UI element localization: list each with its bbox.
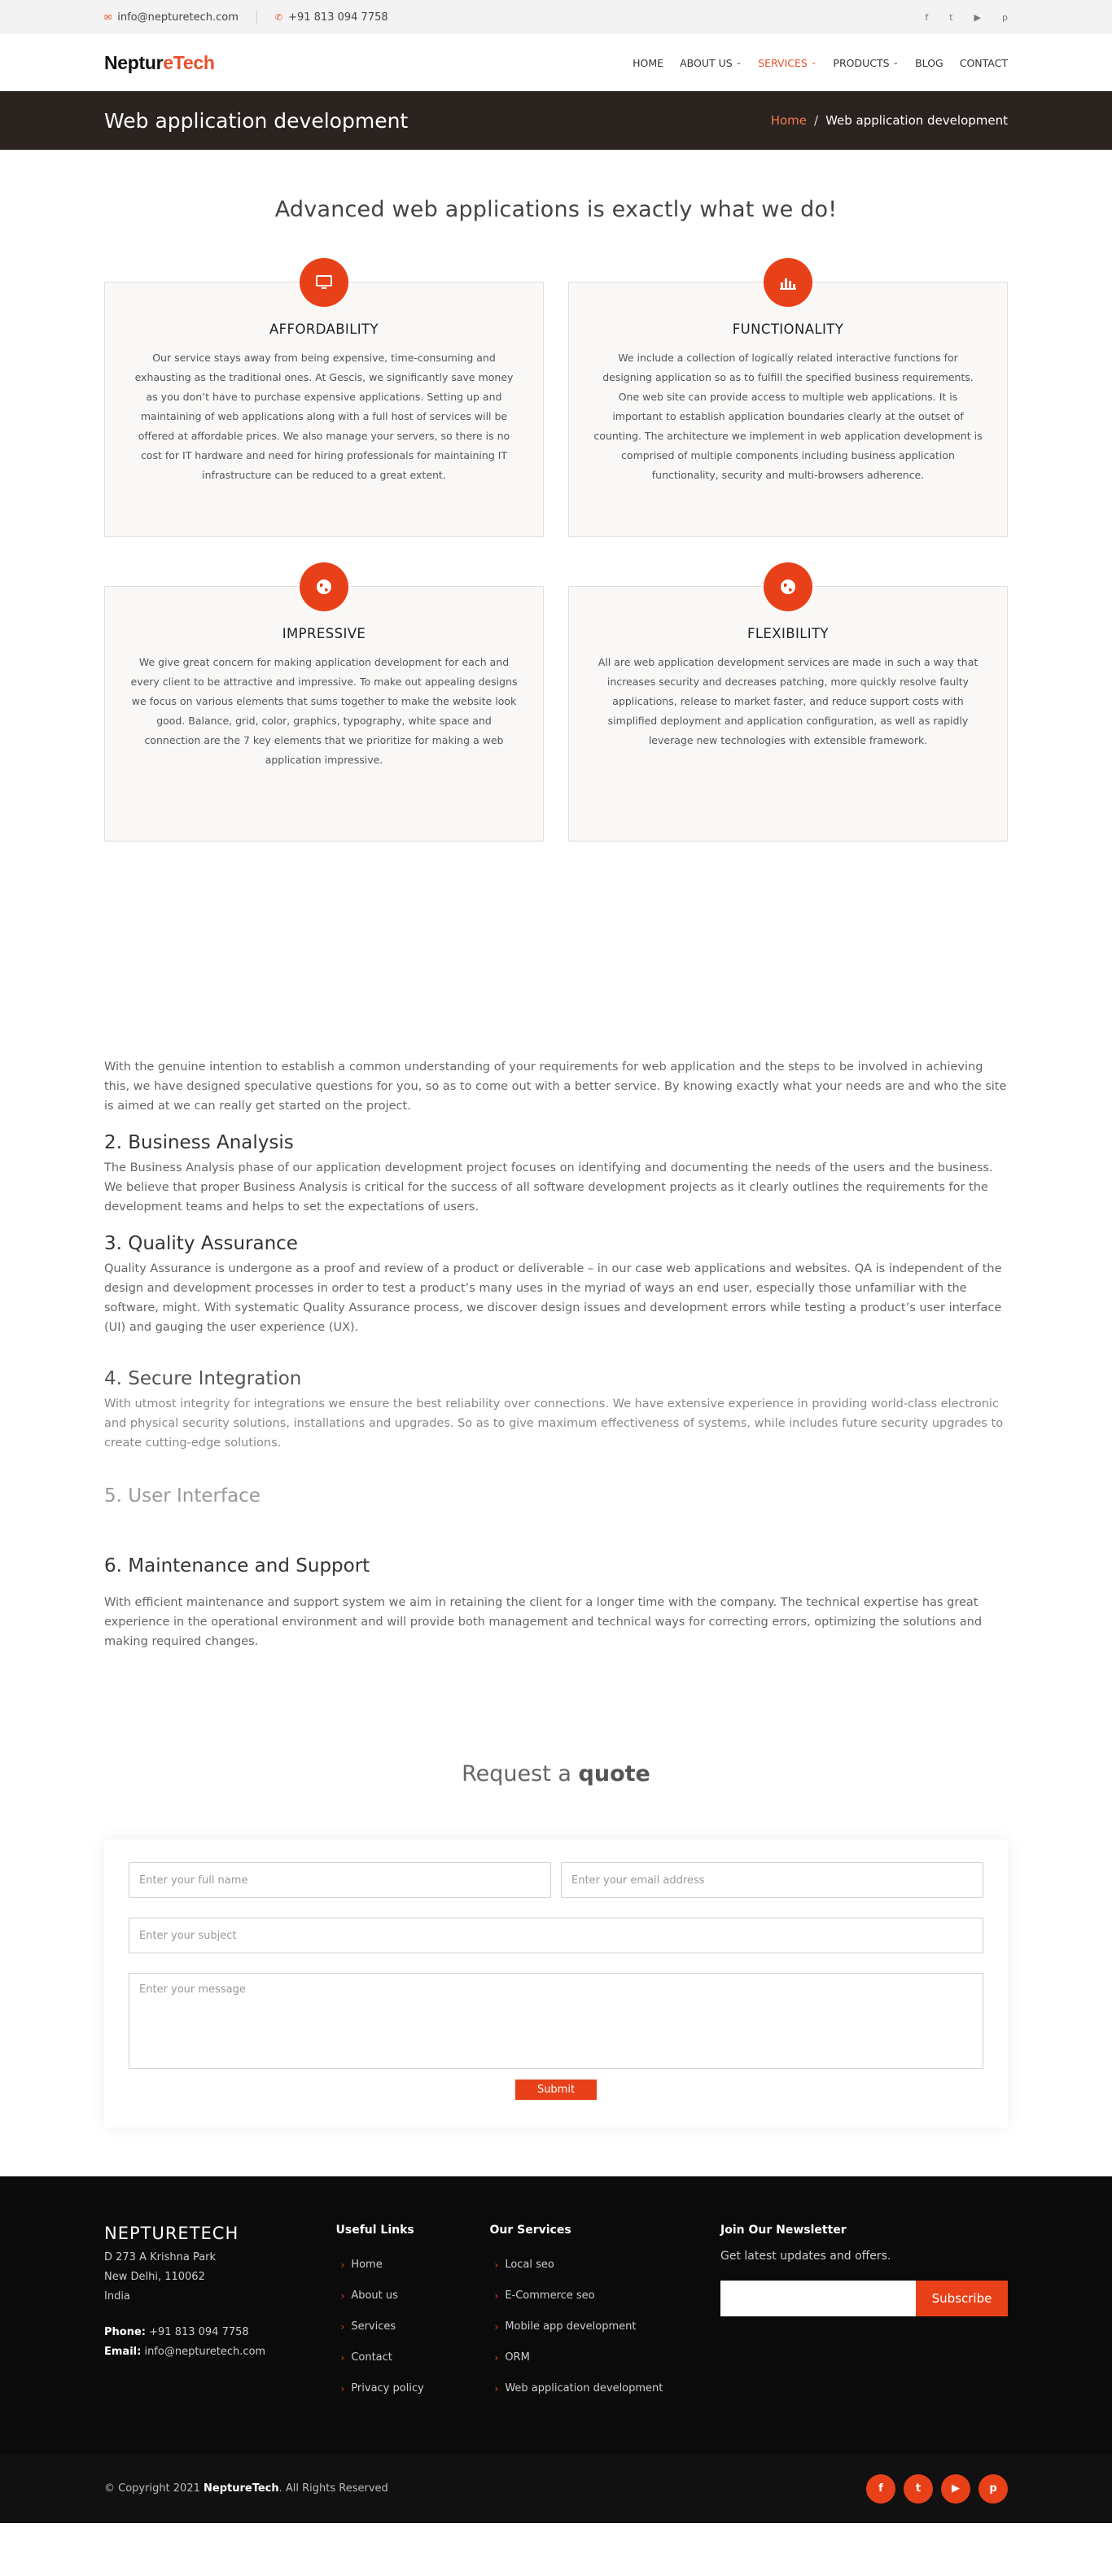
services-heading: Our Services [489, 2224, 571, 2237]
copyright-prefix: © Copyright 2021 [104, 2482, 200, 2495]
nav-home[interactable] [633, 57, 663, 69]
features-heading: Advanced web applications is exactly what we do! [274, 197, 838, 222]
logo-accent: eTech [163, 51, 215, 73]
section-text-business-analysis: The Business Analysis phase of our application development project focuses on identifying and documenting the needs of the users and the business. We believe that proper Business Analysis is critical for the success of all software development projects as it clearly outlines the requirements for the development teams and helps to set the expectations of users. [104, 1161, 993, 1214]
section-heading-user-interface: 5. User Interface [104, 1485, 260, 1507]
footer-link-label[interactable]: About us [351, 2290, 398, 2302]
feature-text: We give great concern for making application development for each and every client to be attractive and impressive. To make out appealing designs we focus on various elements that sums together to make the website look good. Balance, grid, color, graphics, typography, white space and connection are the 7 key elements that we prioritize for making a web application impressive. [130, 656, 518, 766]
footer-link[interactable] [336, 2281, 490, 2311]
top-bar [0, 0, 1112, 34]
feature-text: We include a collection of logically related interactive functions for designing application so as to fulfill the specified business requirements. One web site can provide access to multiple web applications. It is important to establish application boundaries clearly at the outset of counting. The architecture we implement in web application development is comprised of multiple components including business application functionality, security and multi-browsers adherence. [593, 352, 983, 481]
footer-service-label[interactable]: E-Commerce seo [505, 2290, 595, 2302]
phone-label: Phone: [104, 2326, 146, 2338]
chevron-right-icon: › [494, 2383, 499, 2394]
chevron-right-icon: › [494, 2321, 499, 2333]
nav-products[interactable] [833, 57, 899, 69]
features-grid [104, 282, 1008, 842]
section-text-secure-integration: With utmost integrity for integrations we ensure the best reliability over connections. We have extensive experience in providing world-class electronic and physical security solutions, installations and upgrades. So as to give maximum effectiveness of systems, while includes future security upgrades to create cutting-edge solutions. [104, 1397, 1004, 1450]
footer-link-label[interactable]: Contact [351, 2351, 392, 2364]
facebook-icon[interactable]: f [925, 11, 929, 23]
footer-address [104, 2248, 336, 2307]
useful-links-heading: Useful Links [335, 2224, 414, 2237]
breadcrumb-current: Web application development [825, 113, 1008, 128]
subject-input[interactable] [129, 1918, 983, 1953]
nav-contact[interactable] [960, 57, 1008, 69]
site-logo[interactable] [104, 52, 215, 74]
breadcrumb-separator: / [814, 113, 819, 128]
section-text-maintenance: With efficient maintenance and support system we aim in retaining the client for a longer time with the company. The technical expertise has great experience in the operational environment and will provide both management and technical ways for correcting errors, optimizing the solutions and making required changes. [104, 1596, 983, 1648]
feature-text: Our service stays away from being expensive, time-consuming and exhausting as the traditional ones. At Gescis, we significantly save money as you don’t have to purchase expensive applications. Setting up and maintaining of web applications along with a full host of services will be offered at affordable prices. We also manage your servers, so there is no cost for IT hardware and need for hiring professionals for maintaining IT infrastructure can be reduced to a great extent. [134, 352, 514, 481]
feature-title: FLEXIBILITY [746, 626, 830, 641]
pinterest-icon[interactable]: p [978, 2474, 1008, 2504]
newsletter-heading: Join Our Newsletter [720, 2224, 847, 2237]
page-banner [0, 91, 1112, 150]
address-line: India [104, 2290, 130, 2303]
newsletter-text: Get latest updates and offers. [720, 2250, 891, 2263]
section-heading-business-analysis: 2. Business Analysis [104, 1132, 294, 1153]
quote-heading [104, 1761, 1008, 1787]
quote-heading-prefix: Request a [462, 1761, 571, 1787]
footer-phone [104, 2323, 336, 2342]
phone-icon: ✆ [274, 11, 283, 23]
email-label: Email: [104, 2346, 142, 2358]
footer-services [490, 2224, 721, 2404]
feature-card-flexibility [568, 586, 1008, 842]
youtube-icon[interactable]: ▶ [974, 11, 982, 23]
chevron-right-icon: › [340, 2321, 345, 2333]
chevron-right-icon: › [494, 2259, 499, 2271]
pinterest-icon[interactable]: p [1002, 11, 1008, 23]
section-heading-secure-integration: 4. Secure Integration [104, 1368, 302, 1389]
section-heading-quality-assurance: 3. Quality Assurance [104, 1233, 298, 1254]
main-nav [616, 57, 1008, 69]
chevron-right-icon: › [494, 2352, 499, 2364]
footer-email [104, 2342, 336, 2362]
footer-link[interactable] [336, 2311, 490, 2342]
submit-button[interactable]: Submit [515, 2080, 597, 2100]
globe-icon [764, 562, 812, 611]
chevron-right-icon: › [340, 2290, 345, 2302]
breadcrumb [771, 113, 1008, 128]
section-heading-maintenance: 6. Maintenance and Support [104, 1555, 370, 1577]
copyright-bar [0, 2454, 1112, 2523]
subscribe-button[interactable]: Subscribe [916, 2281, 1008, 2316]
footer-link[interactable] [336, 2342, 490, 2373]
newsletter-form [720, 2281, 1008, 2316]
bar-chart-icon [764, 258, 812, 307]
features-section [0, 150, 1112, 842]
nav-blog[interactable] [915, 57, 943, 69]
footer-social-links [866, 2474, 1008, 2504]
divider [256, 11, 257, 24]
message-textarea[interactable] [129, 1973, 983, 2069]
top-email-text[interactable]: info@nepturetech.com [117, 11, 239, 24]
nav-contact-label[interactable]: CONTACT [959, 56, 1008, 69]
site-footer [0, 2176, 1112, 2454]
copyright-brand: NeptureTech [204, 2482, 279, 2495]
footer-contact-column [104, 2224, 336, 2404]
feature-title: AFFORDABILITY [269, 321, 379, 337]
footer-brand: NEPTURETECH [104, 2224, 239, 2243]
copyright-text [104, 2482, 388, 2495]
section-text-quality-assurance: Quality Assurance is undergone as a proof and review of a product or deliverable – in our case web applications and websites. QA is independent of the design and development processes in order to test a product’s many uses in the myriad of ways an end user, especially those unfamiliar with the software, might. With systematic Quality Assurance process, we discover design issues and development errors while testing a product’s user interface (UI) and gauging the user experience (UX). [104, 1262, 1002, 1334]
nav-services[interactable] [758, 57, 816, 69]
address-line: D 273 A Krishna Park [104, 2251, 217, 2263]
address-line: New Delhi, 110062 [104, 2271, 205, 2283]
quote-form-row [129, 1862, 983, 1898]
footer-link[interactable] [336, 2250, 490, 2281]
full-name-input[interactable] [129, 1862, 551, 1898]
footer-service-link[interactable] [490, 2342, 721, 2373]
quote-form [104, 1839, 1008, 2128]
nav-about-us[interactable] [680, 57, 742, 69]
footer-phone-value[interactable]: +91 813 094 7758 [149, 2326, 249, 2338]
copyright-suffix: . All Rights Reserved [278, 2482, 388, 2495]
nav-home-label[interactable]: HOME [633, 56, 664, 69]
email-input[interactable] [561, 1862, 983, 1898]
footer-link-label[interactable]: Privacy policy [351, 2382, 424, 2394]
footer-email-value[interactable]: info@nepturetech.com [144, 2346, 266, 2358]
feature-card-functionality [568, 282, 1008, 537]
footer-service-link[interactable] [490, 2250, 721, 2281]
nav-blog-label[interactable]: BLOG [915, 56, 943, 69]
nav-about-label[interactable]: ABOUT US [680, 56, 733, 69]
intro-paragraph: With the genuine intention to establish a common understanding of your requirements for web application and the steps to be involved in achieving this, we have designed speculative questions for you, so as to come out with a better service. By knowing exactly what your needs are and who the site is aimed at we can really get started on the project. [104, 1061, 1007, 1113]
chevron-down-icon[interactable]: ⌄ [810, 59, 817, 67]
globe-icon [300, 562, 348, 611]
quote-heading-bold: quote [578, 1761, 650, 1787]
chevron-right-icon: › [340, 2352, 345, 2364]
page-title: Web application development [104, 108, 409, 133]
newsletter-email-input[interactable] [720, 2281, 916, 2316]
facebook-icon[interactable]: f [866, 2474, 895, 2504]
twitter-icon[interactable]: t [904, 2474, 933, 2504]
monitor-icon [300, 258, 348, 307]
breadcrumb-home[interactable]: Home [770, 113, 807, 128]
top-contact [104, 11, 388, 24]
feature-card-impressive [104, 586, 544, 842]
top-phone[interactable] [275, 11, 388, 24]
footer-link-label[interactable]: Services [351, 2320, 396, 2333]
chevron-down-icon[interactable]: ⌄ [735, 59, 742, 67]
feature-text: All are web application development services are made in such a way that increases security and decreases patching, more quickly resolve faulty applications, release to market faster, and reduce support costs with simplified deployment and application configuration, as well as rapidly leverage new technologies with extensible framework. [598, 656, 978, 746]
footer-service-link[interactable] [490, 2311, 721, 2342]
youtube-icon[interactable]: ▶ [941, 2474, 970, 2504]
footer-newsletter [720, 2224, 1008, 2404]
chevron-right-icon: › [340, 2259, 345, 2271]
feature-title: IMPRESSIVE [282, 626, 366, 641]
top-social-links [925, 12, 1008, 23]
footer-service-link[interactable] [490, 2281, 721, 2311]
nav-services-label[interactable]: SERVICES [758, 56, 808, 69]
footer-service-label[interactable]: Local seo [505, 2259, 554, 2271]
footer-link[interactable] [336, 2373, 490, 2404]
top-email[interactable] [104, 11, 239, 24]
footer-contact [104, 2323, 336, 2362]
nav-products-label[interactable]: PRODUCTS [833, 56, 890, 69]
footer-link-label[interactable]: Home [351, 2259, 383, 2271]
footer-service-label[interactable]: Web application development [505, 2382, 663, 2394]
site-header [0, 34, 1112, 91]
twitter-icon[interactable]: t [949, 11, 953, 23]
top-phone-text[interactable]: +91 813 094 7758 [288, 11, 388, 24]
quote-section [0, 1651, 1112, 2176]
content-section [0, 842, 1112, 1651]
envelope-icon: ✉ [104, 11, 112, 23]
footer-service-link[interactable] [490, 2373, 721, 2404]
feature-card-affordability [104, 282, 544, 537]
chevron-down-icon[interactable]: ⌄ [892, 59, 900, 67]
logo-main: Neptur [104, 51, 164, 73]
chevron-right-icon: › [494, 2290, 499, 2302]
footer-useful-links [336, 2224, 490, 2404]
footer-service-label[interactable]: Mobile app development [505, 2320, 637, 2333]
footer-service-label[interactable]: ORM [505, 2351, 530, 2364]
chevron-right-icon: › [340, 2383, 345, 2394]
feature-title: FUNCTIONALITY [732, 321, 844, 337]
